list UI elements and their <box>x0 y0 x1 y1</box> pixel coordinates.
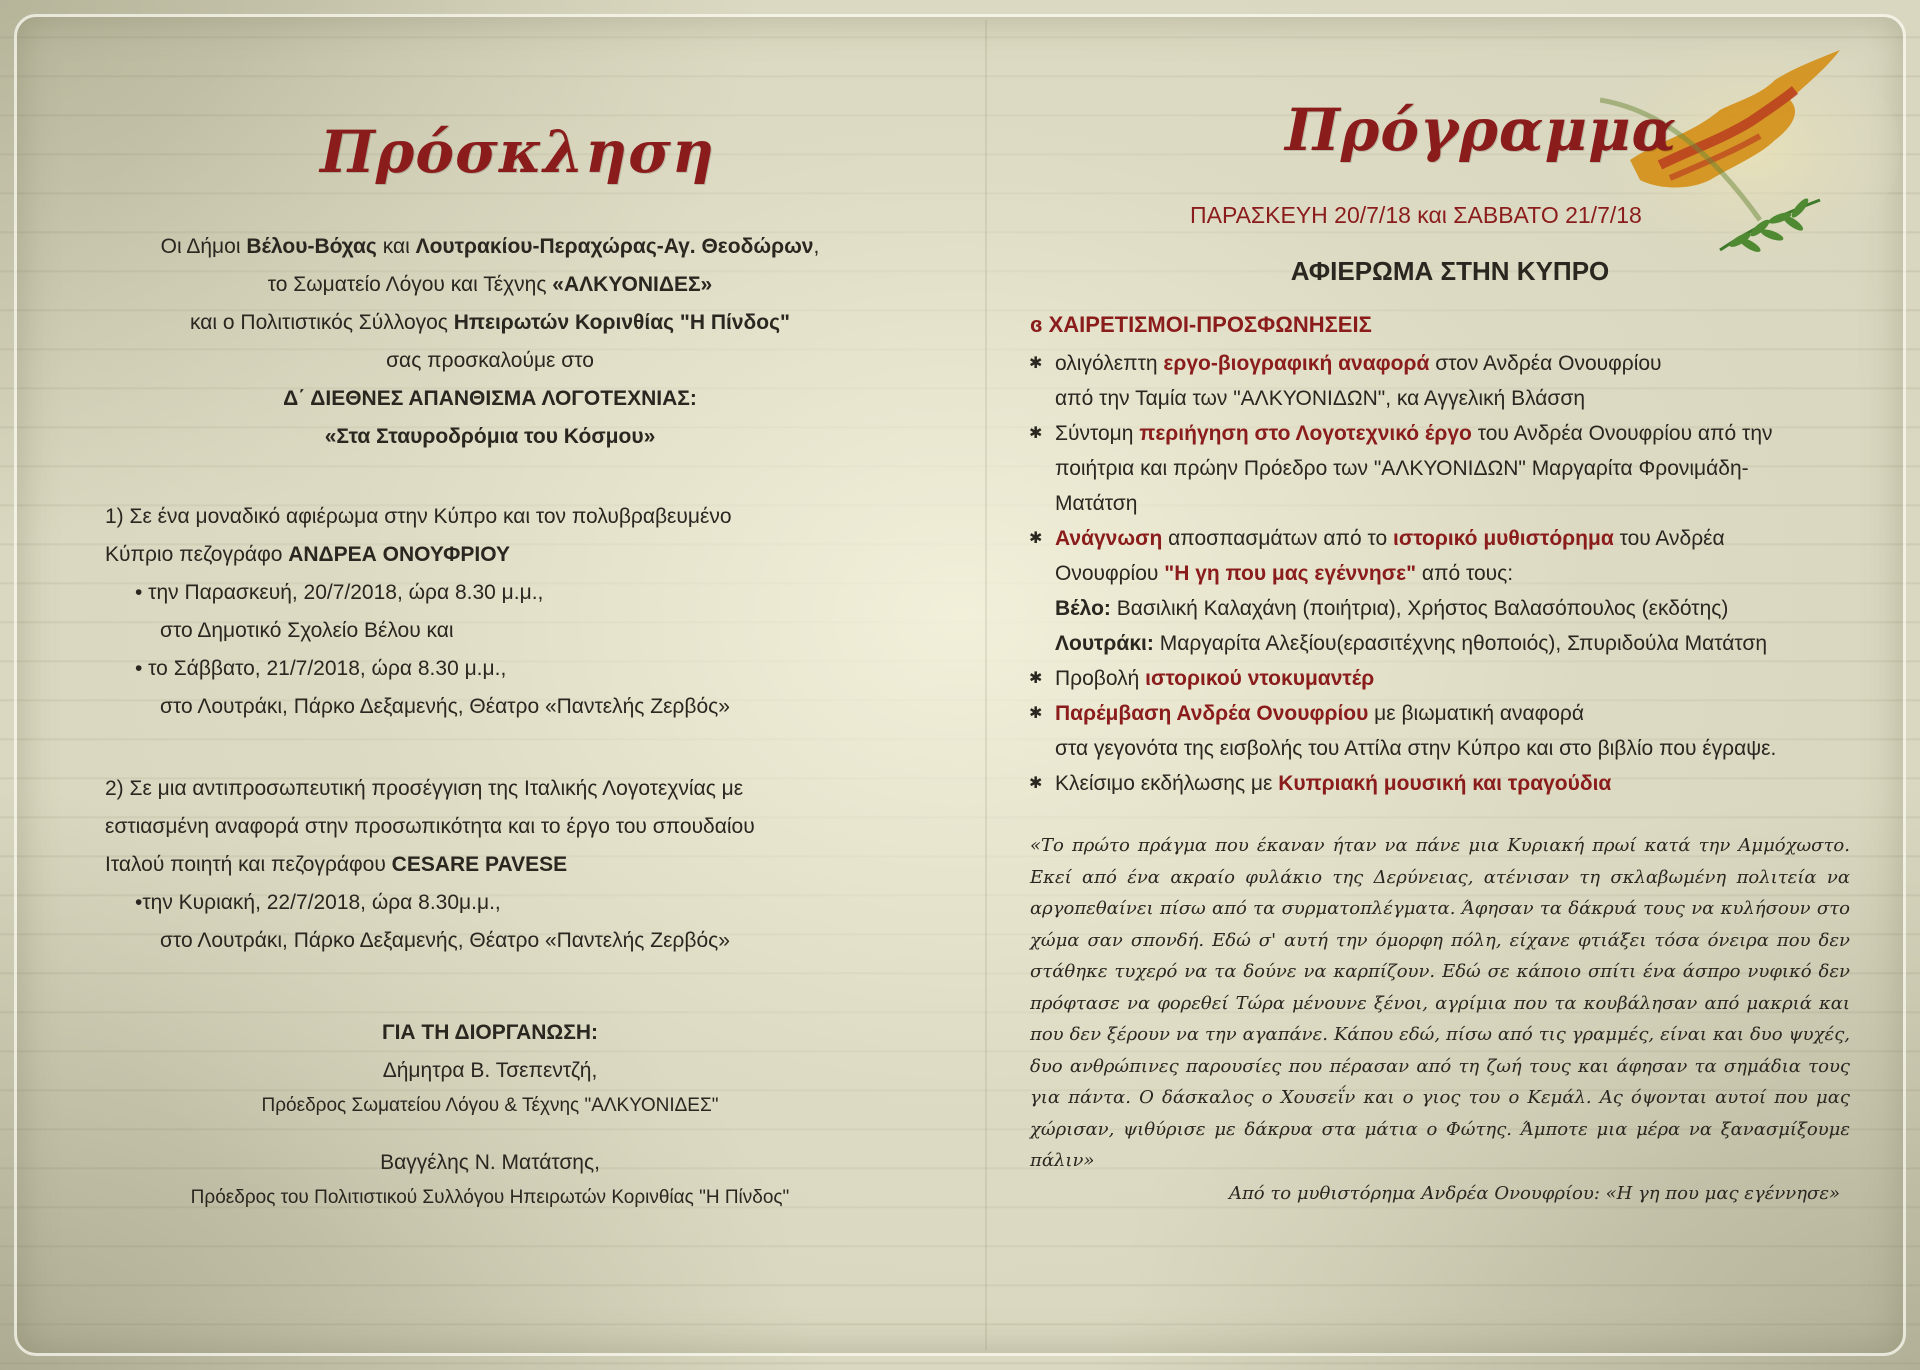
list-item <box>1025 416 1875 521</box>
highlight: ιστορικό μυθιστόρημα <box>1393 527 1614 550</box>
highlight: εργο-βιογραφική αναφορά <box>1163 352 1430 375</box>
text: , <box>813 235 820 258</box>
text: αποσπασμάτων από το <box>1162 527 1394 550</box>
text: του Ανδρέα <box>1613 527 1725 550</box>
section1-line-1: 1) Σε ένα μοναδικό αφιέρωμα στην Κύπρο και τον πολυβραβευμένο <box>105 505 732 528</box>
intro-line-4: σας προσκαλούμε στο <box>386 349 594 372</box>
text: και <box>376 235 416 258</box>
intro-line-3 <box>80 304 900 342</box>
text: Μαργαρίτα Αλεξίου(ερασιτέχνης ηθοποιός), Σπυριδούλα Ματάτση <box>1153 632 1768 655</box>
text: το Σωματείο Λόγου και Τέχνης <box>267 273 553 296</box>
author-name-pavese: CESARE PAVESE <box>391 853 568 876</box>
invitation-title: Πρόσκληση <box>320 118 716 186</box>
bullet-icon: ✱ <box>1029 530 1043 547</box>
intro-line-2 <box>80 266 900 304</box>
highlight: ιστορικού ντοκυμαντέρ <box>1145 667 1375 690</box>
highlight: Παρέμβαση Ανδρέα Ονουφρίου <box>1055 702 1369 725</box>
event-saturday: • το Σάββατο, 21/7/2018, ώρα 8.30 μ.μ., <box>135 657 507 680</box>
list-item <box>1025 661 1875 696</box>
invitation-panel <box>80 0 900 1370</box>
section2-line-3 <box>105 846 885 884</box>
anthology-subtitle: «Στα Σταυροδρόμια του Κόσμου» <box>324 425 656 448</box>
highlight: περιήγηση στο Λογοτεχνικό έργο <box>1139 422 1472 445</box>
list-item <box>1025 766 1875 801</box>
book-title: "Η γη που μας εγέννησε" <box>1164 562 1417 585</box>
organizer-role-1: Πρόεδρος Σωματείου Λόγου & Τέχνης "ΑΛΚΥΟΝΙΔΕΣ" <box>261 1095 719 1116</box>
organizer-name-1: Δήμητρα Β. Τσεπεντζή, <box>382 1059 598 1082</box>
text: ολιγόλεπτη <box>1055 352 1164 375</box>
text: από την Ταμία των "ΑΛΚΥΟΝΙΔΩΝ", κα Αγγελική Βλάσση <box>1055 387 1586 410</box>
text: Οι Δήμοι <box>160 235 247 258</box>
organizers-heading: ΓΙΑ ΤΗ ΔΙΟΡΓΑΝΩΣΗ: <box>381 1021 599 1044</box>
text: από τους: <box>1416 562 1514 585</box>
text: με βιωματική αναφορά <box>1368 702 1584 725</box>
text: Κύπριο πεζογράφο <box>105 543 289 566</box>
municipality-2: Λουτρακίου-Περαχώρας-Αγ. Θεοδώρων <box>415 235 814 258</box>
text: στον Ανδρέα Ονουφρίου <box>1429 352 1662 375</box>
text: Κλείσιμο εκδήλωσης με <box>1055 772 1279 795</box>
ornament-icon: ɞ <box>1030 312 1043 337</box>
novel-quote: «Το πρώτο πράγμα που έκαναν ήταν να πάνε μια Κυριακή πρωί κατά την Αμμόχωστο. Εκεί από ένα ακραίο φυλάκιο της Δερύνειας, ατένισαν τη σκλαβωμένη πολιτεία να αργοπεθαίνει πίσω από τα συρματοπλέγματα. Άφησαν τα δάκρυά τους να κυλήσουν στο χώμα σαν σπονδή. Εδώ σ' αυτή την όμορφη πόλη, είχανε φτιάξει τόσα όνειρα που δεν στάθηκε τυχερό να τα δούνε να καρπίζουν. Εδώ σε κάποιο σπίτι ένα άσπρο νυφικό δεν πρόφτασε να φορεθεί Τώρα μένουνε ξένοι, αγρίμια που τα κουβάλησαν από μακριά και που δεν ξέρουν να την αγαπάνε. Κάπου εδώ, πίσω από τις γραμμές, είναι και δυο ψυχές, δυο ανθρώπινες παρουσίες που πέρασαν από τη ζωή τους και άφησαν τα σημάδια τους για πάντα. Ο δάσκαλος ο Χουσεΐν και ο γιος του ο Κεμάλ. Ας όψονται αυτοί που μας χώρισαν, ψιθύρισε με δάκρυα στα μάτια ο Φώτης. Άμποτε μια μέρα να ξανασμίξουμε πάλιν» <box>1030 835 1850 1171</box>
bullet-icon: ✱ <box>1029 670 1043 687</box>
label-velo: Βέλο: <box>1055 597 1111 620</box>
text: Βασιλική Καλαχάνη (ποιήτρια), Χρήστος Βαλασόπουλος (εκδότης) <box>1110 597 1729 620</box>
label-loutraki: Λουτράκι: <box>1055 632 1154 655</box>
event-saturday-place: στο Λουτράκι, Πάρκο Δεξαμενής, Θέατρο «Παντελής Ζερβός» <box>160 695 730 718</box>
list-item <box>1025 521 1875 661</box>
section-italy <box>105 770 885 960</box>
organizer-role-2: Πρόεδρος του Πολιτιστικού Συλλόγου Ηπειρωτών Κορινθίας "Η Πίνδος" <box>190 1187 790 1208</box>
greetings-heading <box>1030 312 1372 338</box>
municipality-1: Βέλου-Βόχας <box>246 235 377 258</box>
bullet-icon: ✱ <box>1029 775 1043 792</box>
program-panel <box>1025 0 1875 1370</box>
highlight: Κυπριακή μουσική και τραγούδια <box>1278 772 1612 795</box>
program-title: Πρόγραμμα <box>1285 96 1678 164</box>
text: Ιταλού ποιητή και πεζογράφου <box>105 853 392 876</box>
event-sunday-place: στο Λουτράκι, Πάρκο Δεξαμενής, Θέατρο «Παντελής Ζερβός» <box>160 929 730 952</box>
anthology-title: Δ΄ ΔΙΕΘΝΕΣ ΑΠΑΝΘΙΣΜΑ ΛΟΓΟΤΕΧΝΙΑΣ: <box>283 387 697 410</box>
list-item <box>1025 346 1875 416</box>
tribute-heading: ΑΦΙΕΡΩΜΑ ΣΤΗΝ ΚΥΠΡΟ <box>1290 256 1610 286</box>
organizers-block <box>80 1014 900 1214</box>
text: του Ανδρέα Ονουφρίου από την <box>1471 422 1773 445</box>
text: Προβολή <box>1055 667 1146 690</box>
text: Ονουφρίου <box>1055 562 1165 585</box>
section2-line-2: εστιασμένη αναφορά στην προσωπικότητα και το έργο του σπουδαίου <box>105 815 755 838</box>
section1-line-2 <box>105 536 885 574</box>
intro-line-1 <box>80 228 900 266</box>
intro-block <box>80 228 900 456</box>
program-dates: ΠΑΡΑΣΚΕΥΗ 20/7/18 και ΣΑΒΒΑΤΟ 21/7/18 <box>1190 202 1642 228</box>
text: στα γεγονότα της εισβολής του Αττίλα στην Κύπρο και στο βιβλίο που έγραψε. <box>1055 737 1777 760</box>
section2-line-1: 2) Σε μια αντιπροσωπευτική προσέγγιση της Ιταλικής Λογοτεχνίας με <box>105 777 744 800</box>
section-cyprus <box>105 498 885 726</box>
program-list <box>1025 346 1875 801</box>
event-friday: • την Παρασκευή, 20/7/2018, ώρα 8.30 μ.μ., <box>135 581 544 604</box>
text: Ματάτση <box>1055 492 1138 515</box>
bullet-icon: ✱ <box>1029 425 1043 442</box>
list-item <box>1025 696 1875 766</box>
text: Σύντομη <box>1055 422 1140 445</box>
highlight: Ανάγνωση <box>1055 527 1163 550</box>
event-friday-place: στο Δημοτικό Σχολείο Βέλου και <box>160 619 454 642</box>
organizer-name-2: Βαγγέλης Ν. Ματάτσης, <box>380 1151 600 1174</box>
text: και ο Πολιτιστικός Σύλλογος <box>190 311 454 334</box>
cultural-club-name: Ηπειρωτών Κορινθίας "Η Πίνδος" <box>453 311 790 334</box>
event-sunday: •την Κυριακή, 22/7/2018, ώρα 8.30μ.μ., <box>135 891 501 914</box>
greetings-label: ΧΑΙΡΕΤΙΣΜΟΙ-ΠΡΟΣΦΩΝΗΣΕΙΣ <box>1048 312 1372 337</box>
author-name: ΑΝΔΡΕΑ ΟΝΟΥΦΡΙΟΥ <box>288 543 510 566</box>
bullet-icon: ✱ <box>1029 705 1043 722</box>
quote-source: Από το μυθιστόρημα Ανδρέα Ονουφρίου: «Η γη που μας εγέννησε» <box>1228 1183 1840 1204</box>
center-fold <box>985 20 987 1350</box>
text: ποιήτρια και πρώην Πρόεδρο των "ΑΛΚΥΟΝΙΔΩΝ" Μαργαρίτα Φρονιμάδη- <box>1055 457 1749 480</box>
association-name: «ΑΛΚΥΟΝΙΔΕΣ» <box>552 273 713 296</box>
bullet-icon: ✱ <box>1029 355 1043 372</box>
